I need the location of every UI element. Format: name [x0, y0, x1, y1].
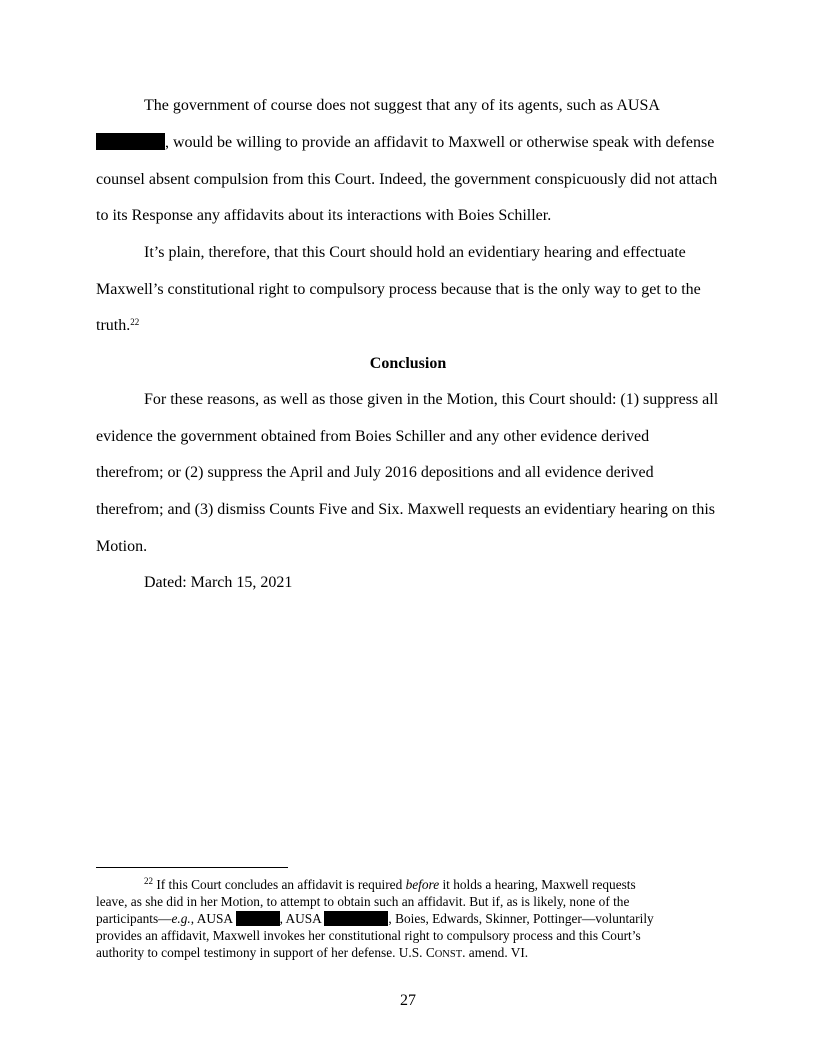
footnote-text: . amend. VI. — [462, 945, 529, 960]
body-line: For these reasons, as well as those given in the Motion, this Court should: (1) suppress all — [144, 391, 719, 408]
footnote-emphasis: before — [405, 877, 440, 892]
body-line: therefrom; and (3) dismiss Counts Five and Six. Maxwell requests an evidentiary hearing on this — [96, 501, 715, 518]
footnote-line — [144, 876, 636, 893]
footnote-emphasis: e.g. — [171, 911, 191, 926]
body-line: Maxwell’s constitutional right to compulsory process because that is the only way to get to the — [96, 281, 701, 298]
body-line: counsel absent compulsion from this Court. Indeed, the government conspicuously did not attach — [96, 171, 718, 188]
body-line: therefrom; or (2) suppress the April and July 2016 depositions and all evidence derived — [96, 464, 654, 481]
body-line — [96, 133, 714, 153]
redaction-block — [96, 133, 165, 150]
footnote-text: participants— — [96, 911, 172, 926]
footnote-line: provides an affidavit, Maxwell invokes her constitutional right to compulsory process and this Court’s — [96, 928, 641, 943]
body-line: evidence the government obtained from Boies Schiller and any other evidence derived — [96, 428, 650, 445]
body-line: Motion. — [96, 538, 148, 555]
body-line: to its Response any affidavits about its interactions with Boies Schiller. — [96, 207, 552, 224]
footnote-line: leave, as she did in her Motion, to attempt to obtain such an affidavit. But if, as is likely, none of the — [96, 894, 630, 909]
page-number: 27 — [400, 992, 416, 1009]
body-text: truth. — [96, 317, 131, 334]
footnote-number: 22 — [144, 876, 153, 886]
footnote-text: If this Court concludes an affidavit is required — [156, 877, 406, 892]
footnote-separator — [96, 867, 288, 868]
footnote-line — [96, 910, 654, 927]
footnote-text: , AUSA — [279, 911, 325, 926]
footnote-smallcaps: ONST — [434, 949, 463, 960]
redaction-block — [236, 911, 280, 926]
footnote-reference[interactable]: 22 — [130, 317, 140, 327]
footnote-line — [96, 944, 528, 963]
footnote-text: , AUSA — [190, 911, 236, 926]
body-text: , would be willing to provide an affidavit to Maxwell or otherwise speak with defense — [165, 134, 715, 151]
date-line: Dated: March 15, 2021 — [144, 574, 293, 591]
footnote-text: , Boies, Edwards, Skinner, Pottinger—voluntarily — [388, 911, 654, 926]
body-line — [96, 316, 139, 336]
redaction-block — [324, 911, 388, 926]
body-line: The government of course does not suggest that any of its agents, such as AUSA — [144, 97, 660, 114]
footnote-text: it holds a hearing, Maxwell requests — [439, 877, 636, 892]
section-heading: Conclusion — [369, 355, 447, 372]
body-line: It’s plain, therefore, that this Court should hold an evidentiary hearing and effectuate — [144, 244, 686, 261]
footnote-text: authority to compel testimony in support of her defense. U.S. C — [96, 945, 435, 960]
